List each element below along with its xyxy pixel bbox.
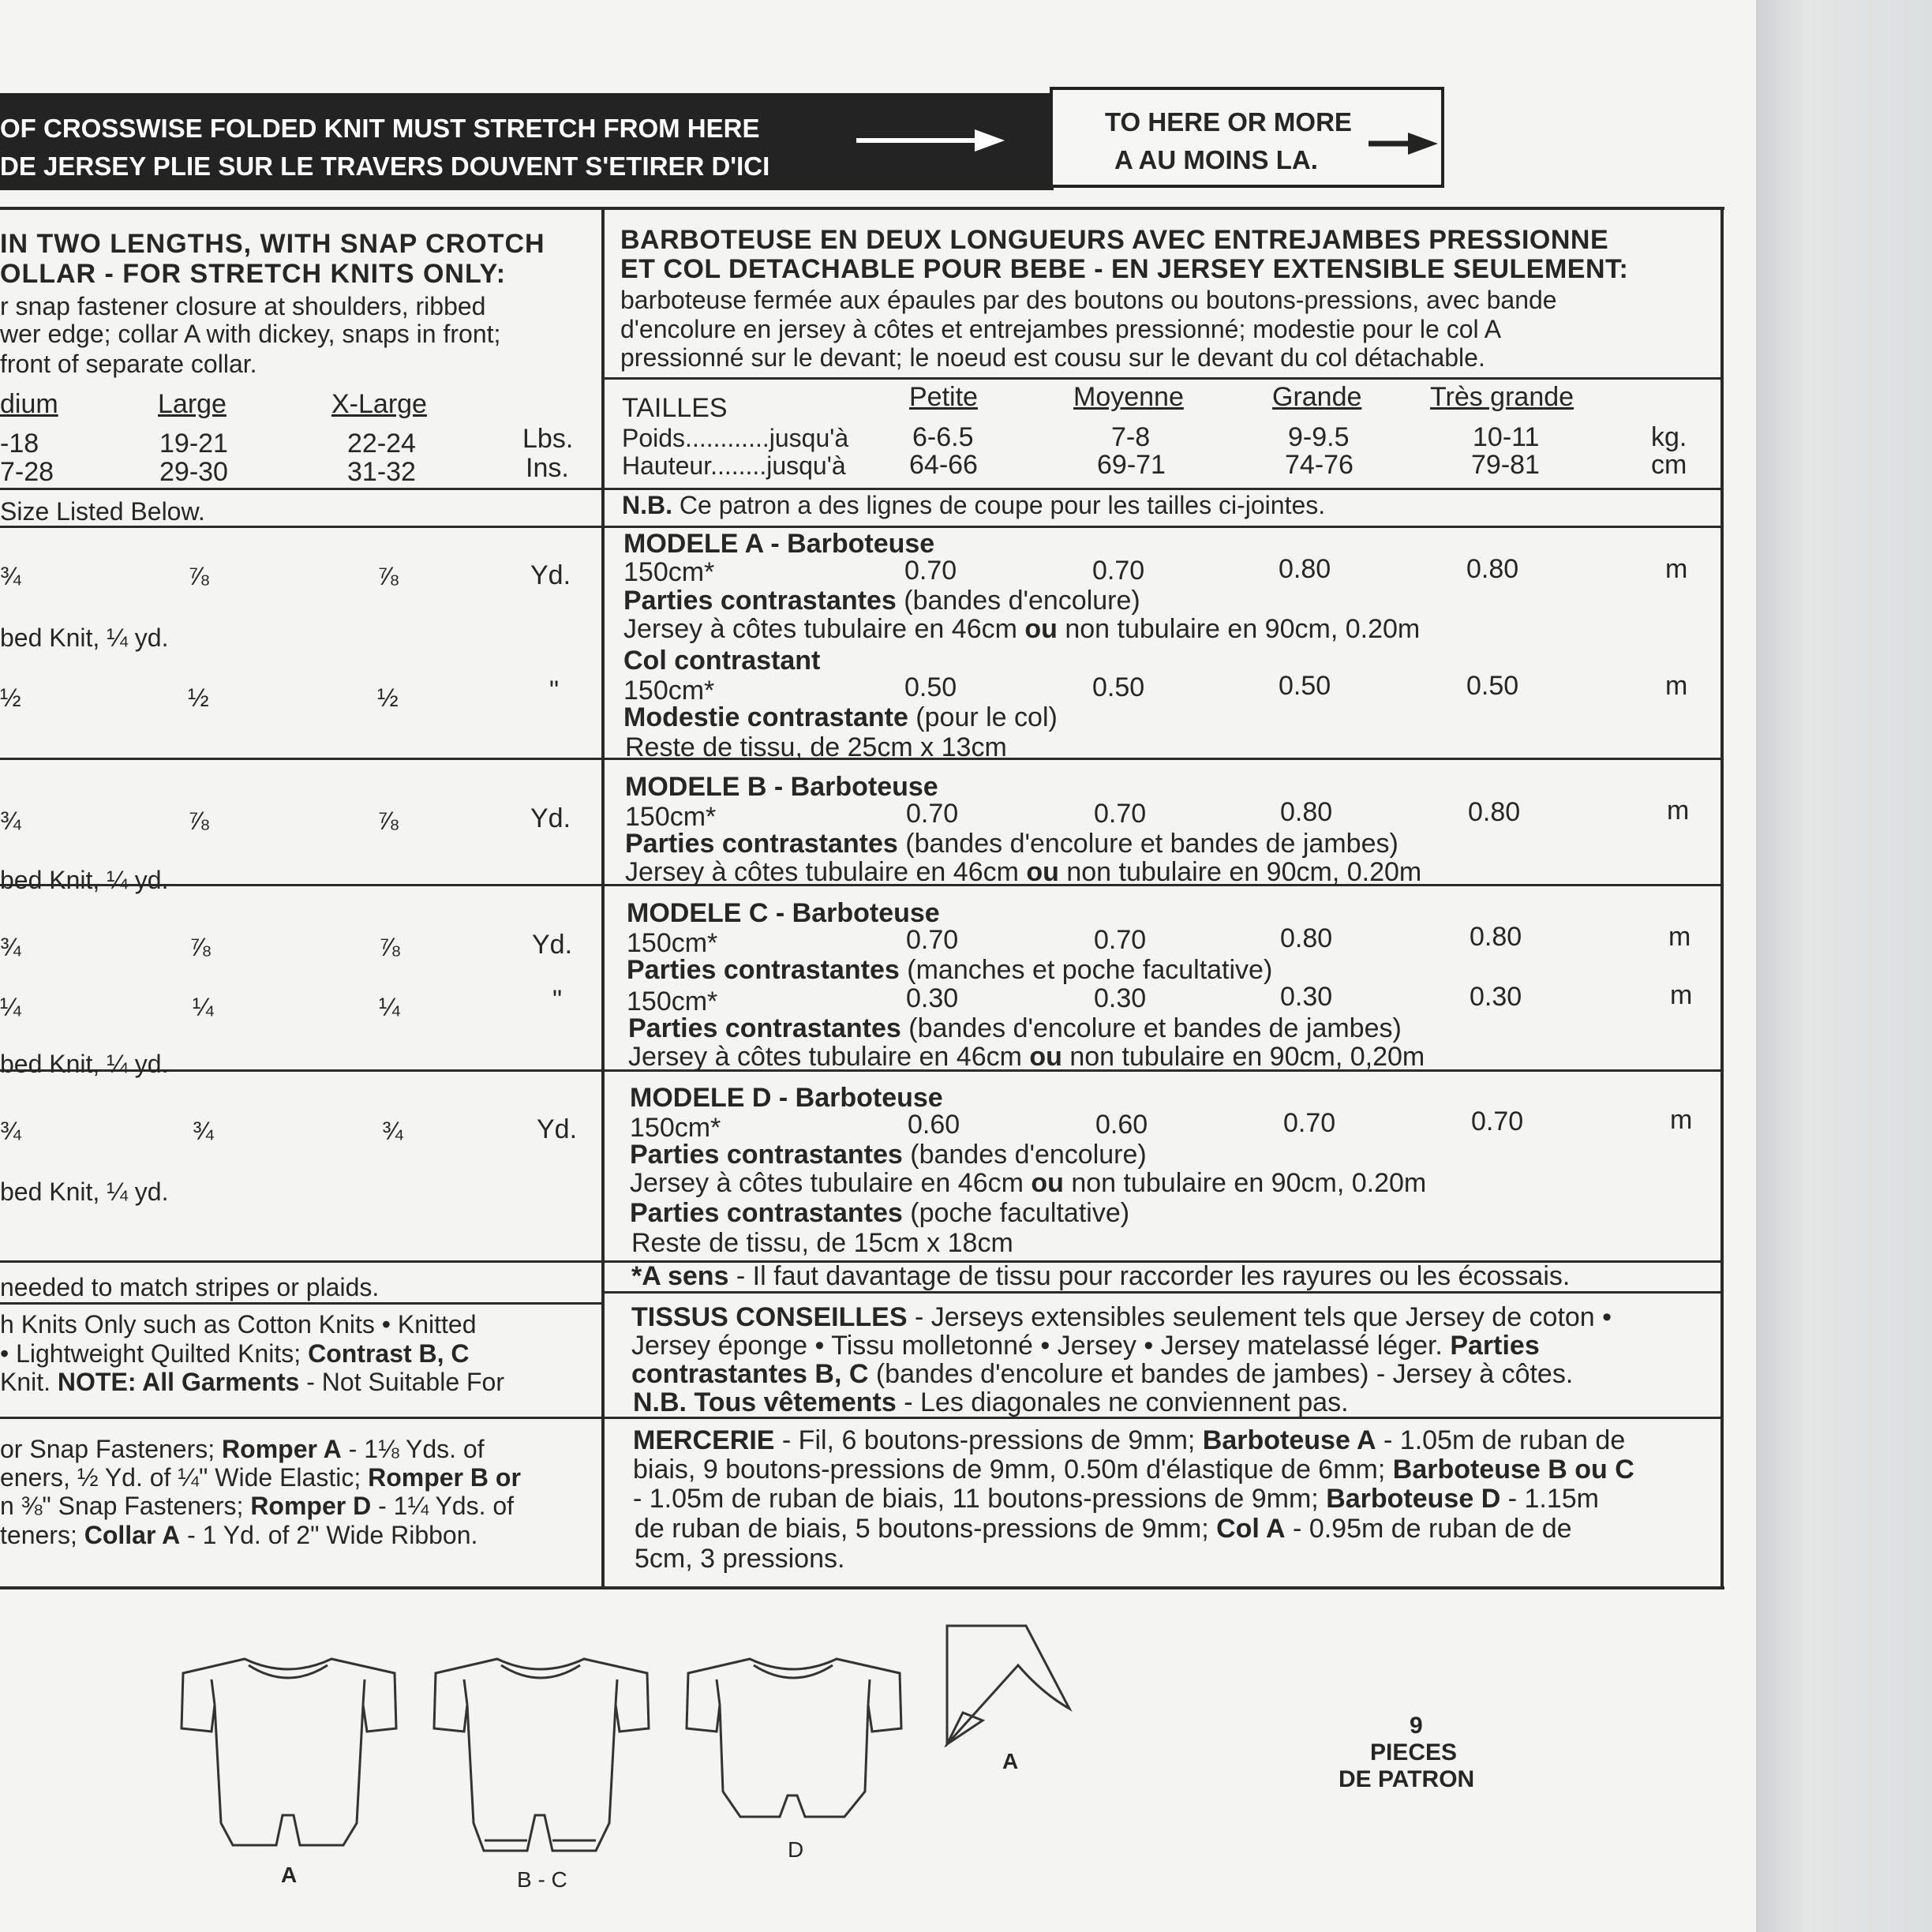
fr-d-unit: m <box>1670 1105 1693 1135</box>
en-d-yd-medium: ¾ <box>0 1117 21 1145</box>
en-a-collar-xlarge: ½ <box>377 683 399 712</box>
en-c-contrast-medium: ¼ <box>0 993 21 1021</box>
fr-size-grande: Grande <box>1272 382 1362 412</box>
fr-c-moyenne: 0.70 <box>1094 925 1147 955</box>
en-desc-line1: r snap fastener closure at shoulders, ribbed <box>0 292 486 320</box>
fr-a-col-tres-grande: 0.50 <box>1466 671 1519 701</box>
en-a-collar-large: ½ <box>188 683 209 712</box>
fr-nb-note: N.B. Ce patron a des lignes de coupe pour les tailles ci-jointes. <box>622 491 1326 519</box>
fr-poids-moyenne: 7-8 <box>1111 422 1151 452</box>
banner-text-en: OF CROSSWISE FOLDED KNIT MUST STRETCH FROM HERE <box>0 114 760 143</box>
fr-size-petite: Petite <box>909 382 978 412</box>
en-lbs-medium: -18 <box>0 429 39 459</box>
fr-a-petite: 0.70 <box>904 556 957 586</box>
fr-mercerie-line4: de ruban de biais, 5 boutons-pressions de 9mm; Col A - 0.95m de ruban de de <box>635 1514 1572 1544</box>
fr-hauteur-tres-grande: 79-81 <box>1471 450 1540 480</box>
fr-modele-a-title: MODELE A - Barboteuse <box>623 529 935 559</box>
fr-tissus-line1: TISSUS CONSEILLES - Jerseys extensibles seulement tels que Jersey de coton • <box>631 1302 1612 1332</box>
fr-a-tres-grande: 0.80 <box>1466 554 1519 584</box>
stretch-gauge-target <box>1050 87 1444 188</box>
fr-a-col-width: 150cm* <box>623 676 715 706</box>
fr-a-col-grande: 0.50 <box>1279 671 1331 701</box>
en-notions-line2: eners, ½ Yd. of ¼" Wide Elastic; Romper B or <box>0 1463 521 1492</box>
en-a-yd-medium: ¾ <box>0 562 21 590</box>
en-c-yd-xlarge: ⅞ <box>379 933 400 961</box>
en-desc-line3: front of separate collar. <box>0 350 257 378</box>
banner-target-en: TO HERE OR MORE <box>1105 107 1352 137</box>
fr-d-petite: 0.60 <box>908 1110 960 1140</box>
fr-mercerie-line2: biais, 9 boutons-pressions de 9mm, 0.50m d'élastique de 6mm; Barboteuse B ou C <box>633 1455 1634 1485</box>
fr-poids-petite: 6-6.5 <box>912 422 974 452</box>
fr-sens-note: *A sens - Il faut davantage de tissu pour raccorder les rayures ou les écossais. <box>631 1261 1571 1291</box>
en-d-ribbed: bed Knit, ¼ yd. <box>0 1178 169 1206</box>
en-notions-line3: n ⅜" Snap Fasteners; Romper D - 1¼ Yds. of <box>0 1492 515 1520</box>
fr-c2-tres-grande: 0.30 <box>1470 982 1522 1012</box>
fr-b-jersey: Jersey à côtes tubulaire en 46cm ou non tubulaire en 90cm, 0.20m <box>625 857 1422 887</box>
en-ins-xlarge: 31-32 <box>347 457 416 487</box>
fr-modele-c-title: MODELE C - Barboteuse <box>627 898 940 928</box>
fr-d-moyenne: 0.60 <box>1095 1110 1148 1140</box>
en-lbs-large: 19-21 <box>159 429 228 459</box>
fr-c-jersey: Jersey à côtes tubulaire en 46cm ou non tubulaire en 90cm, 0,20m <box>628 1042 1425 1072</box>
en-nap-note: needed to match stripes or plaids. <box>0 1273 380 1301</box>
fr-a-contrast: Parties contrastantes (bandes d'encolure) <box>623 586 1140 616</box>
fr-c-contrast2: Parties contrastantes (bandes d'encolure et bandes de jambes) <box>628 1013 1402 1043</box>
romper-bc-drawing <box>426 1634 655 1863</box>
background-surface <box>1756 0 1932 1932</box>
en-ins-unit: Ins. <box>526 453 569 483</box>
fr-a-col-title: Col contrastant <box>623 646 821 676</box>
fr-b-contrast: Parties contrastantes (bandes d'encolure et bandes de jambes) <box>625 829 1398 859</box>
en-c-yd-medium: ¾ <box>0 933 21 961</box>
fr-c2-petite: 0.30 <box>906 983 959 1013</box>
en-lbs-unit: Lbs. <box>522 424 574 454</box>
fr-hauteur-petite: 64-66 <box>909 450 978 480</box>
fr-b-moyenne: 0.70 <box>1094 799 1147 829</box>
en-d-yd-large: ¾ <box>193 1117 214 1145</box>
collar-a-drawing <box>939 1618 1081 1760</box>
en-size-xlarge: X-Large <box>331 389 427 419</box>
fr-c-contrast1: Parties contrastantes (manches et poche facultative) <box>627 955 1273 985</box>
fr-desc-line1: barboteuse fermée aux épaules par des boutons ou boutons-pressions, avec bande <box>620 286 1557 314</box>
fr-poids-unit: kg. <box>1651 422 1687 452</box>
en-b-yd-unit: Yd. <box>530 803 571 833</box>
figure-label-a: A <box>281 1863 298 1887</box>
en-a-ribbed: bed Knit, ¼ yd. <box>0 623 169 652</box>
fr-c2-moyenne: 0.30 <box>1094 983 1147 1013</box>
en-a-collar-medium: ½ <box>0 683 21 712</box>
en-b-yd-medium: ¾ <box>0 807 21 835</box>
fr-c-width: 150cm* <box>627 928 718 958</box>
fr-poids-grande: 9-9.5 <box>1288 422 1350 452</box>
fr-b-unit: m <box>1667 796 1690 826</box>
en-ins-large: 29-30 <box>159 457 228 487</box>
fr-c2-width: 150cm* <box>627 987 718 1017</box>
en-c-contrast-ditto: " <box>552 985 563 1015</box>
fr-desc-line2: d'encolure en jersey à côtes et entrejambes pressionné; modestie pour le col A <box>620 315 1502 343</box>
banner-target-fr: A AU MOINS LA. <box>1114 145 1318 174</box>
en-b-yd-large: ⅞ <box>188 807 209 835</box>
stretch-gauge-banner <box>0 93 1054 190</box>
en-a-yd-xlarge: ⅞ <box>377 562 399 590</box>
en-c-yd-unit: Yd. <box>532 930 573 960</box>
en-title-line2: OLLAR - FOR STRETCH KNITS ONLY: <box>0 259 507 289</box>
figure-label-collar-a: A <box>1002 1749 1019 1773</box>
fr-c-unit: m <box>1668 922 1691 952</box>
pattern-pieces-label-fr: DE PATRON <box>1339 1766 1475 1792</box>
fr-b-grande: 0.80 <box>1280 797 1333 827</box>
fr-mercerie-line1: MERCERIE - Fil, 6 boutons-pressions de 9mm; Barboteuse A - 1.05m de ruban de <box>633 1425 1626 1455</box>
figure-label-d: D <box>788 1837 804 1862</box>
fr-hauteur-unit: cm <box>1651 450 1687 480</box>
en-size-listed: Size Listed Below. <box>0 497 205 526</box>
fr-d-width: 150cm* <box>630 1113 721 1143</box>
pattern-pieces-label: PIECES <box>1370 1739 1458 1765</box>
en-d-yd-unit: Yd. <box>537 1114 578 1144</box>
fr-a-col-petite: 0.50 <box>904 672 957 702</box>
fr-title-line2: ET COL DETACHABLE POUR BEBE - EN JERSEY EXTENSIBLE SEULEMENT: <box>620 254 1629 284</box>
fr-c-grande: 0.80 <box>1280 923 1333 953</box>
romper-d-drawing <box>679 1634 908 1823</box>
fr-title-line1: BARBOTEUSE EN DEUX LONGUEURS AVEC ENTREJAMBES PRESSIONNE <box>620 225 1609 255</box>
fr-a-unit: m <box>1665 554 1688 584</box>
en-size-medium: dium <box>0 389 58 419</box>
fr-hauteur-moyenne: 69-71 <box>1097 450 1166 480</box>
fr-tissus-line2: Jersey éponge • Tissu molletonné • Jersey • Jersey matelassé léger. Parties <box>631 1331 1540 1361</box>
figure-label-bc: B - C <box>517 1867 567 1892</box>
fr-mercerie-line3: - 1.05m de ruban de biais, 11 boutons-pressions de 9mm; Barboteuse D - 1.15m <box>633 1484 1599 1514</box>
en-lbs-xlarge: 22-24 <box>347 429 416 459</box>
fr-c-tres-grande: 0.80 <box>1470 922 1522 952</box>
fr-size-tres-grande: Très grande <box>1430 382 1574 412</box>
en-a-yd-large: ⅞ <box>188 562 209 590</box>
fr-poids-tres-grande: 10-11 <box>1473 422 1540 452</box>
en-c-ribbed: bed Knit, ¼ yd. <box>0 1050 169 1078</box>
en-c-contrast-large: ¼ <box>193 993 214 1021</box>
en-fabrics-line2: • Lightweight Quilted Knits; Contrast B, C <box>0 1339 470 1368</box>
en-fabrics-line1: h Knits Only such as Cotton Knits • Knitted <box>0 1310 477 1339</box>
fr-a-modestie: Modestie contrastante (pour le col) <box>623 702 1058 732</box>
fr-poids-label: Poids............jusqu'à <box>622 424 849 452</box>
fr-modele-d-title: MODELE D - Barboteuse <box>630 1083 943 1113</box>
en-fabrics-line3: Knit. NOTE: All Garments - Not Suitable For <box>0 1368 504 1396</box>
fr-a-reste: Reste de tissu, de 25cm x 13cm <box>625 732 1007 762</box>
arrow-right-icon <box>1368 129 1440 158</box>
fr-d-jersey: Jersey à côtes tubulaire en 46cm ou non tubulaire en 90cm, 0.20m <box>630 1168 1427 1198</box>
en-a-collar-ditto: " <box>549 676 560 706</box>
fr-tissus-line3: contrastantes B, C (bandes d'encolure et bandes de jambes) - Jersey à côtes. <box>631 1359 1574 1389</box>
arrow-right-icon <box>856 125 1006 156</box>
fr-hauteur-label: Hauteur........jusqu'à <box>622 451 846 480</box>
en-c-contrast-xlarge: ¼ <box>379 993 400 1021</box>
fr-desc-line3: pressionné sur le devant; le noeud est cousu sur le devant du col détachable. <box>620 343 1485 372</box>
en-size-large: Large <box>158 389 227 419</box>
fr-c-petite: 0.70 <box>906 925 959 955</box>
fr-a-grande: 0.80 <box>1279 554 1331 584</box>
en-notions-line1: or Snap Fasteners; Romper A - 1⅛ Yds. of <box>0 1435 485 1463</box>
fr-tissus-line4: N.B. Tous vêtements - Les diagonales ne conviennent pas. <box>633 1387 1349 1417</box>
fr-b-width: 150cm* <box>625 802 717 832</box>
fr-hauteur-grande: 74-76 <box>1285 450 1354 480</box>
en-notions-line4: teners; Collar A - 1 Yd. of 2" Wide Ribbon. <box>0 1521 478 1549</box>
en-b-yd-xlarge: ⅞ <box>377 807 399 835</box>
fr-c2-grande: 0.30 <box>1280 982 1333 1012</box>
en-desc-line2: wer edge; collar A with dickey, snaps in front; <box>0 320 501 348</box>
fr-d-contrast1: Parties contrastantes (bandes d'encolure) <box>630 1140 1147 1170</box>
en-d-yd-xlarge: ¾ <box>382 1117 403 1145</box>
banner-text-fr: DE JERSEY PLIE SUR LE TRAVERS DOUVENT S'ETIRER D'ICI <box>0 152 770 181</box>
romper-a-drawing <box>174 1634 402 1863</box>
fr-tailles-label: TAILLES <box>622 393 728 423</box>
fr-d-reste: Reste de tissu, de 15cm x 18cm <box>631 1228 1013 1258</box>
fr-b-tres-grande: 0.80 <box>1468 797 1521 827</box>
fr-mercerie-line5: 5cm, 3 pressions. <box>635 1544 845 1574</box>
fr-a-col-unit: m <box>1665 671 1688 701</box>
fr-a-width: 150cm* <box>623 557 715 587</box>
fr-b-petite: 0.70 <box>906 799 959 829</box>
fr-a-moyenne: 0.70 <box>1092 556 1145 586</box>
en-title-line1: IN TWO LENGTHS, WITH SNAP CROTCH <box>0 229 545 259</box>
en-c-yd-large: ⅞ <box>189 933 211 961</box>
en-ins-medium: 7-28 <box>0 457 54 487</box>
fr-a-col-moyenne: 0.50 <box>1092 672 1145 702</box>
fr-d-grande: 0.70 <box>1283 1108 1336 1138</box>
fr-d-contrast2: Parties contrastantes (poche facultative) <box>630 1198 1130 1228</box>
en-a-yd-unit: Yd. <box>530 560 571 590</box>
pattern-pieces-count: 9 <box>1410 1713 1423 1739</box>
en-b-ribbed: bed Knit, ¼ yd. <box>0 866 169 894</box>
fr-d-tres-grande: 0.70 <box>1471 1106 1524 1136</box>
fr-modele-b-title: MODELE B - Barboteuse <box>625 772 938 802</box>
fr-c2-unit: m <box>1670 980 1693 1010</box>
fr-size-moyenne: Moyenne <box>1073 382 1184 412</box>
fr-a-jersey: Jersey à côtes tubulaire en 46cm ou non tubulaire en 90cm, 0.20m <box>623 614 1421 644</box>
